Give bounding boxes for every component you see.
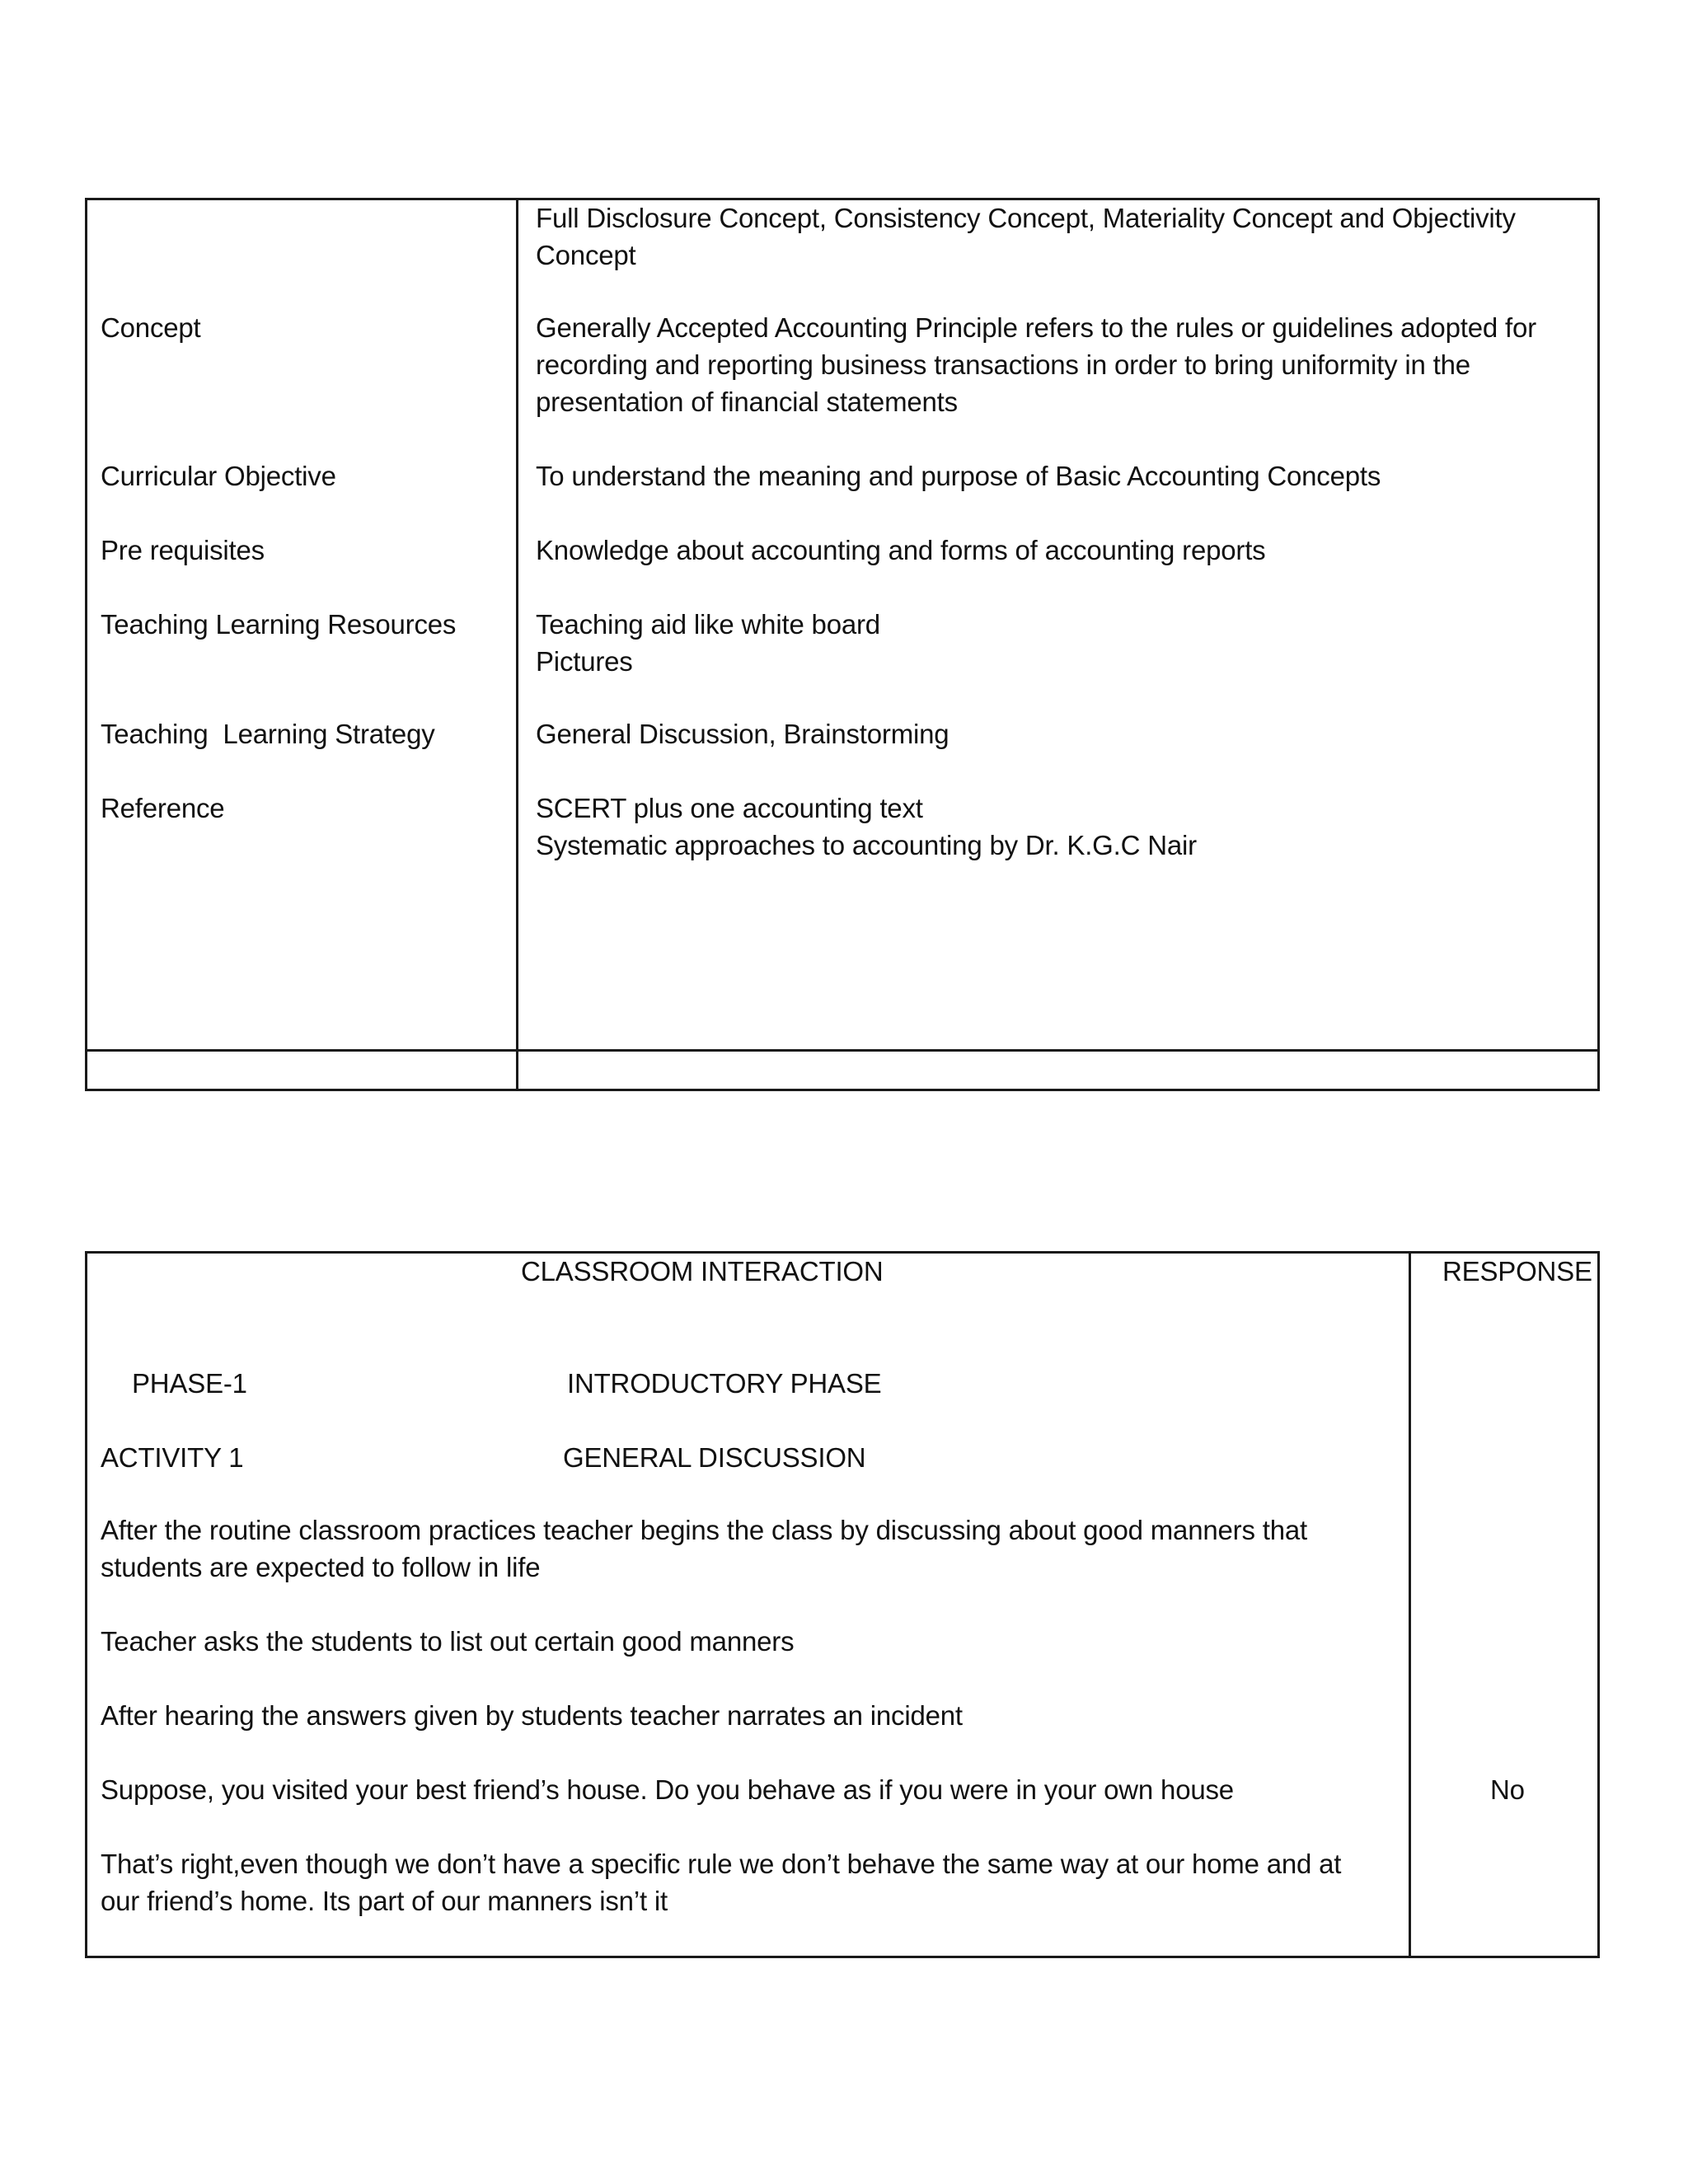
activity-name: GENERAL DISCUSSION (563, 1442, 866, 1473)
concept-definition-line-3: presentation of financial statements (536, 387, 958, 417)
concept-definition-line-2: recording and reporting business transactions in order to bring uniformity in the (536, 349, 1470, 380)
header-response: RESPONSE (1442, 1256, 1592, 1286)
interaction-table-column-divider (1409, 1251, 1411, 1958)
paragraph-2: Teacher asks the students to list out certain good manners (101, 1626, 795, 1657)
lesson-table-row-divider (85, 1049, 1600, 1052)
paragraph-1-line-1: After the routine classroom practices teacher begins the class by discussing about good manners that (101, 1515, 1307, 1545)
lesson-table-column-divider (516, 198, 518, 1091)
concept-title-line-1: Full Disclosure Concept, Consistency Concept, Materiality Concept and Objectivity (536, 203, 1516, 233)
teaching-resources-line-2: Pictures (536, 646, 633, 677)
pre-requisites-value: Knowledge about accounting and forms of accounting reports (536, 535, 1266, 565)
concept-title-line-2: Concept (536, 240, 636, 270)
paragraph-1-line-2: students are expected to follow in life (101, 1552, 541, 1582)
teaching-strategy-value: General Discussion, Brainstorming (536, 719, 950, 749)
teaching-resources-line-1: Teaching aid like white board (536, 609, 880, 640)
concept-definition-line-1: Generally Accepted Accounting Principle refers to the rules or guidelines adopted for (536, 312, 1536, 343)
phase-label: PHASE-1 (132, 1368, 247, 1399)
paragraph-3: After hearing the answers given by students teacher narrates an incident (101, 1700, 963, 1731)
header-classroom-interaction: CLASSROOM INTERACTION (521, 1256, 884, 1286)
row-label-teaching-learning-resources: Teaching Learning Resources (101, 609, 457, 640)
row-label-teaching-learning-strategy: Teaching Learning Strategy (101, 719, 435, 749)
row-label-reference: Reference (101, 793, 225, 823)
row-label-concept: Concept (101, 312, 201, 343)
phase-name: INTRODUCTORY PHASE (567, 1368, 882, 1399)
paragraph-5-line-2: our friend’s home. Its part of our manners isn’t it (101, 1886, 668, 1916)
reference-line-1: SCERT plus one accounting text (536, 793, 923, 823)
curricular-objective-value: To understand the meaning and purpose of Basic Accounting Concepts (536, 461, 1381, 491)
activity-label: ACTIVITY 1 (101, 1442, 244, 1473)
row-label-curricular-objective: Curricular Objective (101, 461, 336, 491)
reference-line-2: Systematic approaches to accounting by Dr. K.G.C Nair (536, 830, 1197, 860)
paragraph-4: Suppose, you visited your best friend’s house. Do you behave as if you were in your own house (101, 1774, 1234, 1805)
paragraph-5-line-1: That’s right,even though we don’t have a specific rule we don’t behave the same way at our home and at (101, 1849, 1342, 1879)
response-answer: No (1490, 1774, 1525, 1805)
row-label-pre-requisites: Pre requisites (101, 535, 265, 565)
